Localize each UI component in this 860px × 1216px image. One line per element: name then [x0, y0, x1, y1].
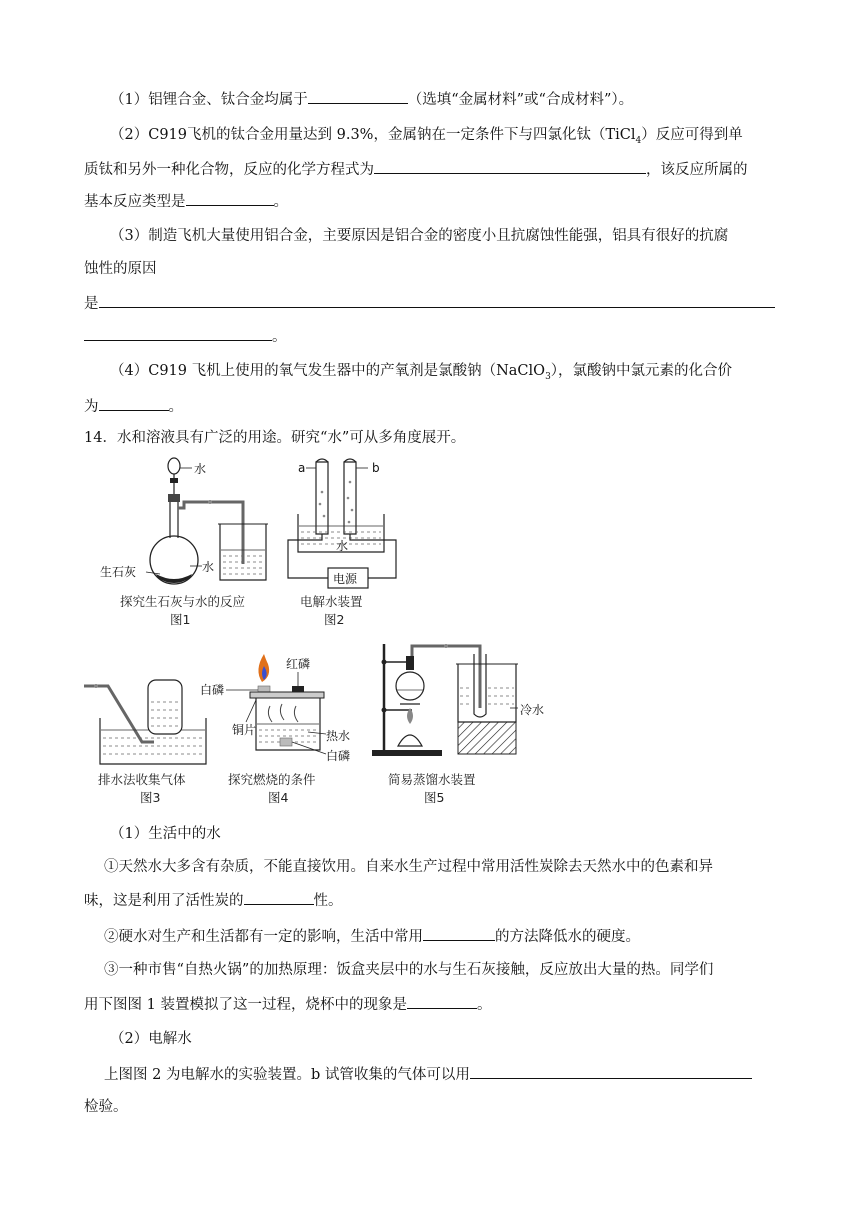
q14-s1-item2: ②硬水对生产和生活都有一定的影响，生活中常用 的方法降低水的硬度。: [104, 925, 640, 947]
figure-5: [370, 638, 570, 812]
fig5-label-cold-water: 冷水: [520, 703, 545, 717]
fig1-caption: 探究生石灰与水的反应: [120, 594, 246, 609]
figure-4: [198, 630, 368, 812]
q13-part3-line3: 是: [84, 292, 775, 314]
phenomenon-blank[interactable]: [407, 993, 477, 1009]
q14-intro: 14．水和溶液具有广泛的用途。研究“水”可从多角度展开。: [84, 430, 466, 446]
fig5-caption: 简易蒸馏水装置: [388, 772, 476, 787]
fig2-label-power: 电源: [333, 572, 358, 586]
fig1-label-water: 水: [194, 462, 207, 476]
q13-part4-line2: 为 。: [84, 395, 183, 417]
figure-2: [284, 452, 404, 632]
q13-part2-line2: 质钛和另外一种化合物，反应的化学方程式为 ，该反应所属的: [84, 158, 748, 180]
q14-s1-item1-line1: ①天然水大多含有杂质，不能直接饮用。自来水生产过程中常用活性炭除去天然水中的色素和异: [104, 859, 713, 875]
q13-part3-line4: 。: [84, 325, 287, 347]
q14-section1-title: （1）生活中的水: [110, 826, 221, 842]
q14-section2-title: （2）电解水: [110, 1031, 192, 1047]
method-blank[interactable]: [423, 925, 495, 941]
reaction-type-blank[interactable]: [186, 190, 274, 206]
q14-s1-item3-line2: 用下图图 1 装置模拟了这一过程，烧杯中的现象是 。: [84, 993, 491, 1015]
reason-blank[interactable]: [99, 292, 775, 308]
fig4-label-copper: 铜片: [232, 723, 257, 737]
fig3-caption: 排水法收集气体: [98, 772, 186, 787]
q13-part3-line2: 蚀性的原因: [84, 261, 157, 277]
fig5-number: 图5: [424, 790, 445, 805]
fig2-label-water: 水: [336, 539, 349, 553]
fig4-number: 图4: [268, 790, 289, 805]
fig4-caption: 探究燃烧的条件: [228, 772, 316, 787]
fig4-label-hot-water: 热水: [326, 729, 351, 743]
answer-blank[interactable]: [308, 88, 408, 104]
q13-part3-line1: （3）制造飞机大量使用铝合金，主要原因是铝合金的密度小且抗腐蚀性能强，铝具有很好的抗腐: [110, 228, 729, 244]
test-method-blank[interactable]: [470, 1063, 752, 1079]
fig2-label-b: b: [372, 461, 380, 475]
q14-s2-line2: 检验。: [84, 1099, 128, 1115]
fig1-label-water2: 水: [202, 560, 215, 574]
fig1-label-quicklime: 生石灰: [100, 565, 137, 579]
fig1-number: 图1: [170, 612, 191, 627]
q13-part2-line3: 基本反应类型是 。: [84, 190, 288, 212]
q14-s2-line1: 上图图 2 为电解水的实验装置。b 试管收集的气体可以用: [104, 1063, 752, 1085]
q14-s1-item3-line1: ③一种市售“自热火锅”的加热原理：饭盒夹层中的水与生石灰接触，反应放出大量的热。同学们: [104, 962, 714, 978]
fig4-label-white-phosphorus: 白磷: [200, 683, 225, 697]
fig3-number: 图3: [140, 790, 161, 805]
figure-1: [98, 452, 276, 632]
fig2-label-a: a: [298, 461, 306, 475]
fig2-caption: 电解水装置: [300, 594, 363, 609]
valence-blank[interactable]: [99, 395, 169, 411]
q13-part2-line1: （2）C919飞机的钛合金用量达到 9.3%，金属钠在一定条件下与四氯化钛（TiCl$_4$）反应可得到单: [110, 127, 743, 146]
fig4-label-white-phosphorus2: 白磷: [326, 749, 351, 763]
figure-3: [82, 672, 212, 812]
fig4-label-red-phosphorus: 红磷: [286, 657, 311, 671]
fig2-number: 图2: [324, 612, 345, 627]
q14-s1-item1-line2: 味，这是利用了活性炭的 性。: [84, 889, 343, 911]
property-blank[interactable]: [244, 889, 314, 905]
equation-blank[interactable]: [374, 158, 646, 174]
q13-part4-line1: （4）C919 飞机上使用的氧气发生器中的产氧剂是氯酸钠（NaClO$_3$），氯酸钠中氯元素的化合价: [110, 363, 733, 382]
q13-part1: （1）铝锂合金、钛合金均属于 （选填“金属材料”或“合成材料”）。: [110, 88, 633, 110]
reason-blank-cont[interactable]: [84, 325, 272, 341]
